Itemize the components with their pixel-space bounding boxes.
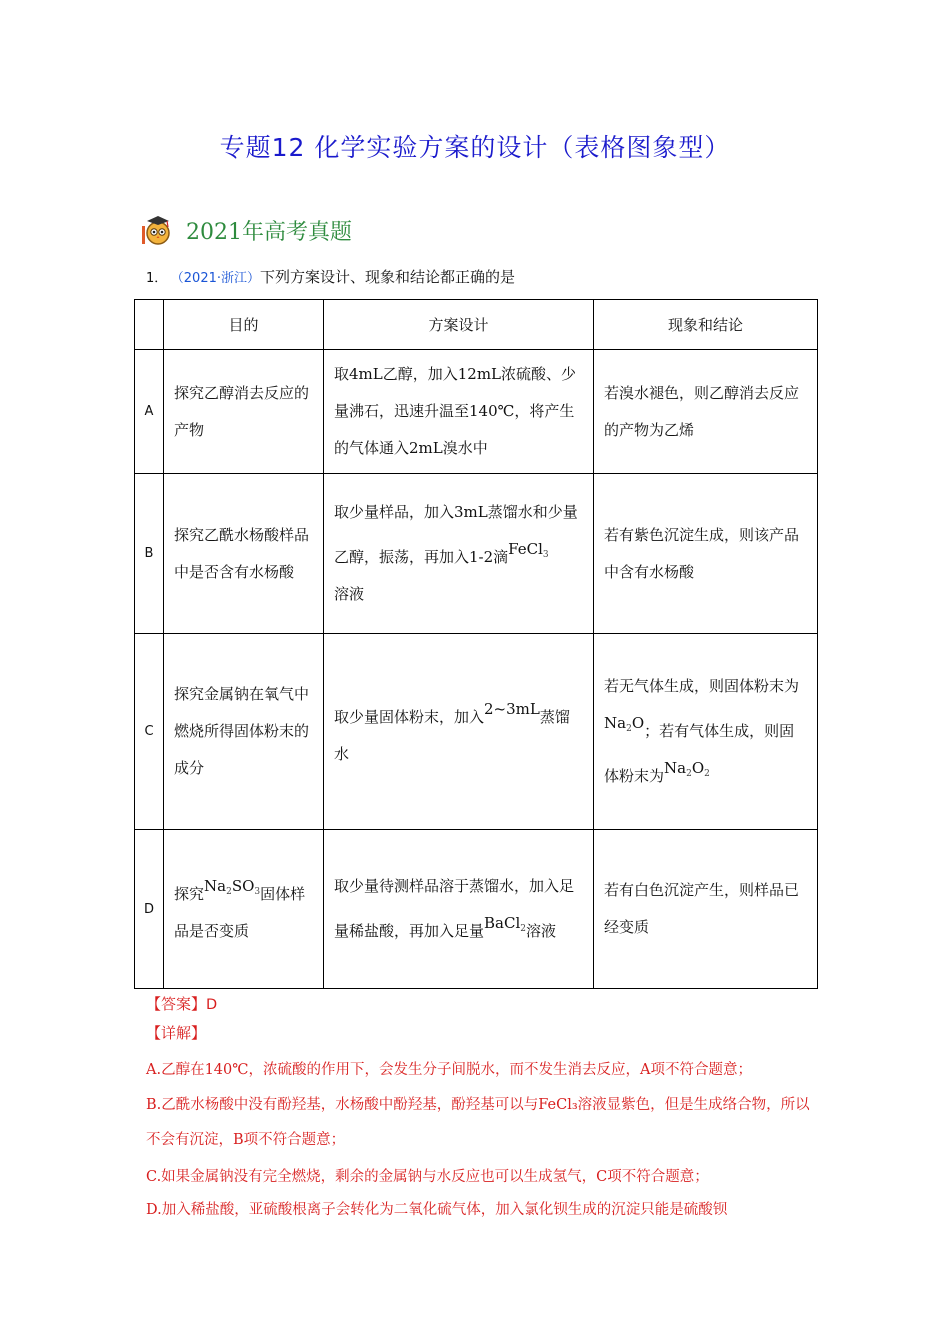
- result-cell: 若溴水褪色，则乙醇消去反应的产物为乙烯: [594, 350, 818, 474]
- purpose-cell: 探究乙酰水杨酸样品中是否含有水杨酸: [164, 474, 324, 634]
- formula-na2o: $Na_2O$: [604, 714, 645, 734]
- section-header: [140, 212, 352, 248]
- result-text: 若无气体生成，则固体粉末为: [604, 677, 800, 695]
- header-design: 方案设计: [324, 300, 594, 350]
- formula-na2o2: $Na_2O_2$: [664, 759, 710, 779]
- purpose-cell: 探究乙醇消去反应的产物: [164, 350, 324, 474]
- header-option: [135, 300, 164, 350]
- explanation-line: B.乙酰水杨酸中没有酚羟基，水杨酸中酚羟基，酚羟基可以与FeCl₃溶液显紫色，但是生成络合物，所以不会有沉淀，B项不符合题意；: [146, 1097, 810, 1148]
- formula-fecl3: FeCl$_3$: [508, 540, 549, 560]
- detail-label: 【详解】: [146, 1024, 207, 1042]
- purpose-text: 探究: [174, 885, 205, 903]
- table-header-row: [135, 300, 818, 350]
- answer-line: [146, 988, 217, 1023]
- design-text: 蒸馏水: [334, 707, 570, 763]
- design-cell: [324, 634, 594, 830]
- purpose-cell: 探究金属钠在氧气中燃烧所得固体粉末的成分: [164, 634, 324, 830]
- header-purpose: 目的: [164, 300, 324, 350]
- table-row: [135, 830, 818, 989]
- formula-na2so3: $Na_2SO_3$: [204, 877, 261, 897]
- option-label: C: [135, 634, 164, 830]
- design-text: 取少量样品，加入3mL蒸馏水和少量乙醇，振荡，再加入1-2滴: [334, 503, 578, 566]
- section-title: 2021年高考真题: [186, 219, 352, 245]
- option-label: D: [135, 830, 164, 989]
- result-text: ；若有气体生成，则固体粉末为: [604, 722, 795, 785]
- answer-value: D: [206, 997, 218, 1013]
- option-label: A: [135, 350, 164, 474]
- design-cell: [324, 830, 594, 989]
- option-label: B: [135, 474, 164, 634]
- answer-label: 【答案】: [146, 995, 207, 1013]
- table-row: [135, 474, 818, 634]
- question-source: （2021·浙江）: [177, 271, 260, 286]
- result-cell: 若有白色沉淀产生，则样品已经变质: [594, 830, 818, 989]
- question-text: 下列方案设计、现象和结论都正确的是: [260, 268, 516, 286]
- design-cell: [324, 474, 594, 634]
- design-text: 取少量待测样品溶于蒸馏水，加入足量稀盐酸，再加入足量: [334, 877, 575, 940]
- question-stem: [146, 266, 515, 287]
- formula-volume: 2~3mL: [484, 699, 540, 718]
- table-row: [135, 634, 818, 830]
- page-title: 专题12 化学实验方案的设计（表格图象型）: [219, 133, 731, 162]
- experiment-table: [134, 299, 818, 989]
- purpose-text: 固体样品是否变质: [174, 885, 306, 940]
- result-cell: [594, 634, 818, 830]
- scholar-owl-icon: [140, 212, 176, 248]
- formula-bacl2: BaCl$_2$: [484, 914, 526, 934]
- detail-heading: [146, 1022, 206, 1043]
- result-cell: 若有紫色沉淀生成，则该产品中含有水杨酸: [594, 474, 818, 634]
- design-cell: 取4mL乙醇，加入12mL浓硫酸、少量沸石，迅速升温至140℃，将产生的气体通入2mL溴水中: [324, 350, 594, 474]
- header-result: 现象和结论: [594, 300, 818, 350]
- design-text: 溶液: [526, 922, 557, 940]
- explanation-line: A.乙醇在140℃，浓硫酸的作用下，会发生分子间脱水，而不发生消去反应，A项不符合题意；: [146, 1062, 752, 1078]
- table-row: [135, 350, 818, 474]
- explanation-line: C.如果金属钠没有完全燃烧，剩余的金属钠与水反应也可以生成氢气，C项不符合题意；: [146, 1169, 709, 1185]
- explanation-line: D.加入稀盐酸，亚硫酸根离子会转化为二氧化硫气体，加入氯化钡生成的沉淀只能是硫酸钡: [146, 1202, 728, 1218]
- design-text: 取少量固体粉末，加入: [334, 707, 485, 726]
- question-number: 1．: [146, 271, 168, 286]
- design-text: 溶液: [334, 585, 365, 603]
- purpose-cell: [164, 830, 324, 989]
